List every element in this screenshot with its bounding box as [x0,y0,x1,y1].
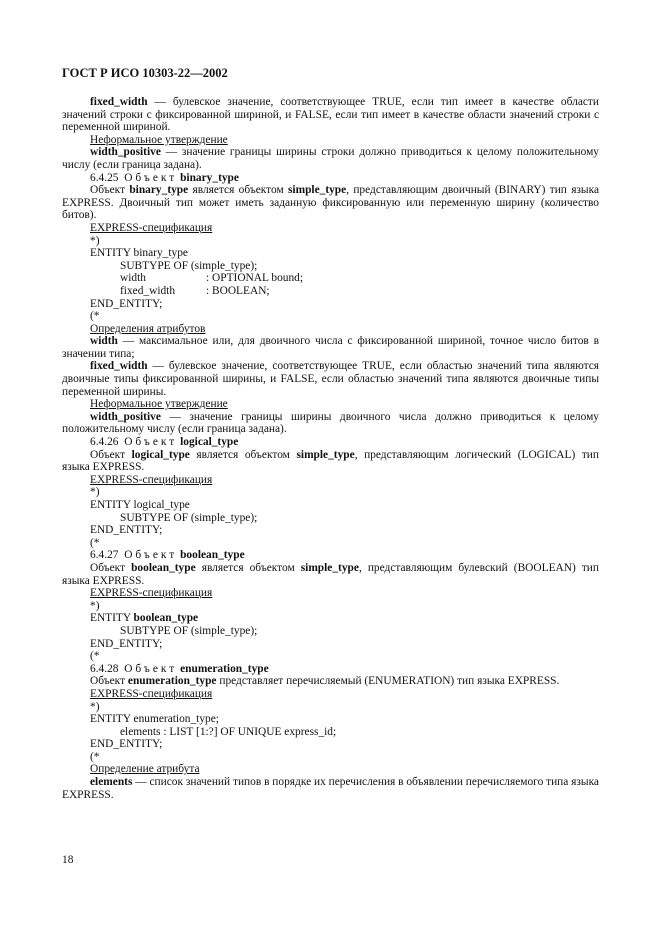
code-line: END_ENTITY; [90,524,163,537]
code-line: elements : LIST [1:?] OF UNIQUE express_id; [120,725,337,738]
code-line: ENTITY binary_type [90,247,188,260]
term: simple_type [296,448,355,461]
code-line: *) [90,234,100,247]
text: — максимальное или, для двоичного числа с фиксированной шириной, точное число битов в значении типа; [62,335,599,360]
text: представляет перечисляемый (ENUMERATION) тип языка EXPRESS. [216,675,560,688]
code-line: END_ENTITY; [90,637,163,650]
section-entity-name: enumeration_type [180,662,269,675]
section-number: 6.4.28 [90,662,119,675]
object-word: Объект [124,662,178,675]
text: Объект [90,675,128,688]
attr-name: fixed_width [120,284,176,297]
term: enumeration_type [127,675,217,688]
term: elements [90,776,133,789]
express-spec-heading: EXPRESS-спецификация [90,687,213,700]
page-number: 18 [62,854,74,866]
code-line: (* [90,750,100,763]
code-line: *) [90,599,100,612]
term: boolean_type [131,561,196,574]
informal-heading: Неформальное утверждение [90,133,228,146]
code-line: ENTITY enumeration_type; [90,713,219,726]
section-heading-6-4-27 [62,549,599,562]
term: width_positive [90,146,161,159]
attr-defs-heading: Определения атрибутов [90,322,206,335]
term: width [90,335,118,348]
text: является объектом [189,448,297,461]
section-number: 6.4.25 [90,171,119,184]
code-line-entity-boolean [90,612,599,625]
page-body [62,96,599,801]
paragraph-binary-type [62,184,599,222]
term: fixed_width [90,96,148,108]
paragraph-elements [62,776,599,801]
term: fixed_width [90,360,148,373]
section-heading-6-4-28 [62,663,599,676]
code-line: END_ENTITY; [90,738,163,751]
paragraph-fixed-width-2 [62,360,599,398]
term: binary_type [129,184,189,197]
section-entity-name: logical_type [180,436,239,449]
object-word: Объект [124,549,178,562]
text: — значение границы ширины строки должно приводиться к целому положительному числу (если граница задана). [62,146,599,171]
code-line: END_ENTITY; [90,297,163,310]
informal-heading: Неформальное утверждение [90,398,228,411]
code-line-attr-width [120,272,599,285]
attr-type: : BOOLEAN; [206,284,270,297]
term: simple_type [287,184,347,197]
text: — значение границы ширины двоичного числа должно приводиться к целому положительному числу (если граница задана). [62,410,599,436]
keyword: ENTITY [90,612,134,625]
page-header: ГОСТ Р ИСО 10303-22—2002 [62,66,228,80]
paragraph-width-positive [62,146,599,171]
object-word: Объект [124,436,178,449]
text: — булевское значение, соответствующее TRUE, если областью значений типа являются двоичные типы фиксированной ширины, и FALSE, если областью значений типа являются двоичные типы переменной ширины. [62,360,599,398]
express-spec-heading: EXPRESS-спецификация [90,221,213,234]
code-line-attr-fixed-width [120,285,599,298]
term: logical_type [131,448,190,461]
text: Объект [90,561,132,574]
code-line: SUBTYPE OF (simple_type); [120,624,258,637]
attr-name: width [120,272,146,285]
section-number: 6.4.27 [90,549,119,562]
express-spec-heading: EXPRESS-спецификация [90,587,213,600]
text: — булевское значение, соответствующее TRUE, если тип имеет в качестве области значений строки с фиксированной шириной, и FALSE, если тип имеет в качестве области значений строки с переменной шириной. [62,96,599,134]
term: width_positive [90,410,161,423]
code-line: (* [90,650,100,663]
section-heading-6-4-25 [62,172,599,185]
section-entity-name: boolean_type [180,549,245,562]
code-line: SUBTYPE OF (simple_type); [120,511,258,524]
paragraph-width [62,335,599,360]
text: Объект [90,448,132,461]
code-line: SUBTYPE OF (simple_type); [120,259,258,272]
paragraph-logical-type [62,449,599,474]
text: , представляющим логический (LOGICAL) тип языка EXPRESS. [62,448,600,474]
code-line: ENTITY logical_type [90,499,190,511]
code-line: *) [90,700,100,713]
paragraph-enumeration-type [62,675,599,688]
text: — список значений типов в порядке их перечисления в объявлении перечисляемого типа языка EXPRESS. [62,776,599,801]
code-line: *) [90,486,100,499]
text: является объектом [188,184,288,197]
object-word: Объект [124,171,178,184]
attr-def-heading: Определение атрибута [90,763,200,776]
text: , представляющим булевский (BOOLEAN) тип языка EXPRESS. [62,561,599,587]
code-line: (* [90,536,100,549]
section-number: 6.4.26 [90,436,119,449]
text: является объектом [195,561,301,574]
code-line: (* [90,310,100,323]
section-entity-name: binary_type [180,171,239,184]
section-heading-6-4-26 [62,436,599,449]
text: Объект [90,184,130,197]
express-spec-heading: EXPRESS-спецификация [90,473,213,486]
paragraph-boolean-type [62,562,599,587]
term: simple_type [300,561,359,574]
paragraph-fixed-width [62,96,599,134]
text: , представляющим двоичный (BINARY) тип языка EXPRESS. Двоичный тип может иметь заданную фиксированную или переменную ширину (количество битов). [62,184,600,222]
entity-name: boolean_type [133,612,199,625]
attr-type: : OPTIONAL bound; [206,272,304,285]
paragraph-width-positive-2 [62,411,599,436]
